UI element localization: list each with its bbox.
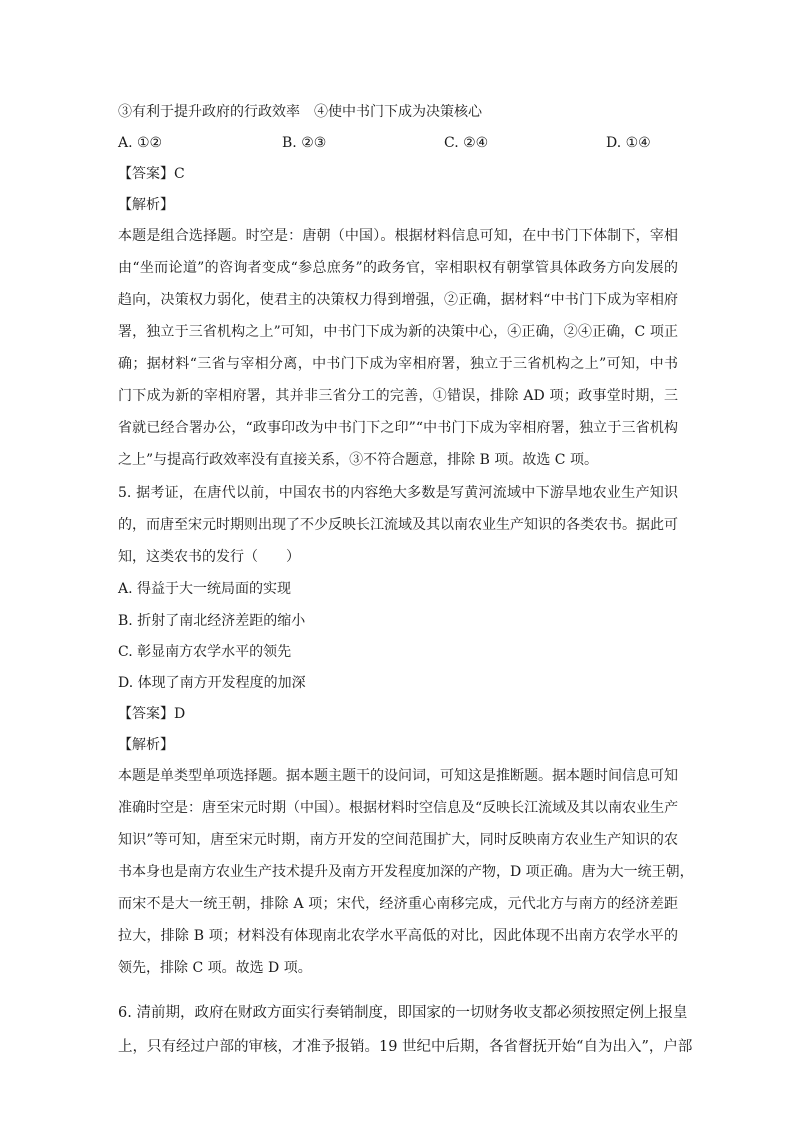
q4-analysis-line: 署，独立于三省机构之上”可知，中书门下成为新的决策中心，④正确，②④正确，C 项正 [118,324,678,340]
q4-analysis-line: 省就已经合署办公，“政事印改为中书门下之印”“中书门下成为宰相府署，独立于三省机构 [118,420,678,436]
q5-answer: 【答案】D [118,706,186,722]
q5-option-c: C. 彰显南方农学水平的领先 [118,644,292,660]
q5-analysis-line: 拉大，排除 B 项；材料没有体现南北农学水平高低的对比，因此体现不出南方农学水平的 [118,928,678,944]
q4-option-b: B. ②③ [282,135,327,151]
q6-stem-line: 上，只有经过户部的审核，才准予报销。19 世纪中后期，各省督抚开始“自为出入”，户部 [118,1039,693,1055]
q4-analysis-line: 趋向，决策权力弱化，使君主的决策权力得到增强，②正确，据材料“中书门下成为宰相府 [118,292,678,308]
q5-analysis-line: 领先，排除 C 项。故选 D 项。 [118,960,312,976]
q5-analysis-line: 本题是单类型单项选择题。据本题主题干的设问词，可知这是推断题。据本题时间信息可知 [118,768,678,784]
q4-analysis-label: 【解析】 [118,197,174,213]
q4-analysis-line: 门下成为新的宰相府署，其并非三省分工的完善，①错误，排除 AD 项；政事堂时期，三 [118,388,678,404]
q5-stem-line: 知，这类农书的发行（ ） [118,549,300,565]
q5-analysis-line: 知识”等可知，唐至宋元时期，南方开发的空间范围扩大，同时反映南方农业生产知识的农 [118,832,678,848]
q5-option-b: B. 折射了南北经济差距的缩小 [118,613,306,629]
q4-analysis-line: 由“坐而论道”的咨询者变成“参总庶务”的政务官，宰相职权有朝掌管具体政务方向发展的 [118,260,678,276]
q5-stem-line: 的，而唐至宋元时期则出现了不少反映长江流域及其以南农业生产知识的各类农书。据此可 [118,517,678,533]
q4-analysis-line: 之上”与提高行政效率没有直接关系，③不符合题意，排除 B 项。故选 C 项。 [118,452,598,468]
q4-answer: 【答案】C [118,166,185,182]
q4-option-a: A. ①② [118,135,163,151]
q5-analysis-line: 准确时空是：唐至宋元时期（中国）。根据材料时空信息及“反映长江流域及其以南农业生产 [118,800,679,816]
q5-option-a: A. 得益于大一统局面的实现 [118,581,292,597]
q5-stem-line: 5. 据考证，在唐代以前，中国农书的内容绝大多数是写黄河流域中下游旱地农业生产知识 [118,485,678,501]
q5-analysis-line: 而宋不是大一统王朝，排除 A 项；宋代，经济重心南移完成，元代北方与南方的经济差距 [118,896,678,912]
q4-analysis-line: 确；据材料“三省与宰相分离，中书门下成为宰相府署，独立于三省机构之上”可知，中书 [118,356,678,372]
q4-stem-tail: ③有利于提升政府的行政效率 ④使中书门下成为决策核心 [118,104,482,120]
q6-stem-line: 6. 清前期，政府在财政方面实行奏销制度，即国家的一切财务收支都必须按照定例上报皇 [118,1005,688,1021]
q4-option-c: C. ②④ [444,135,489,151]
q4-analysis-line: 本题是组合选择题。时空是：唐朝（中国）。根据材料信息可知，在中书门下体制下，宰相 [118,228,678,244]
q5-analysis-line: 书本身也是南方农业生产技术提升及南方开发程度加深的产物，D 项正确。唐为大一统王朝， [118,864,694,880]
q4-option-d: D. ①④ [606,135,651,151]
q5-option-d: D. 体现了南方开发程度的加深 [118,675,306,691]
q5-analysis-label: 【解析】 [118,737,174,753]
